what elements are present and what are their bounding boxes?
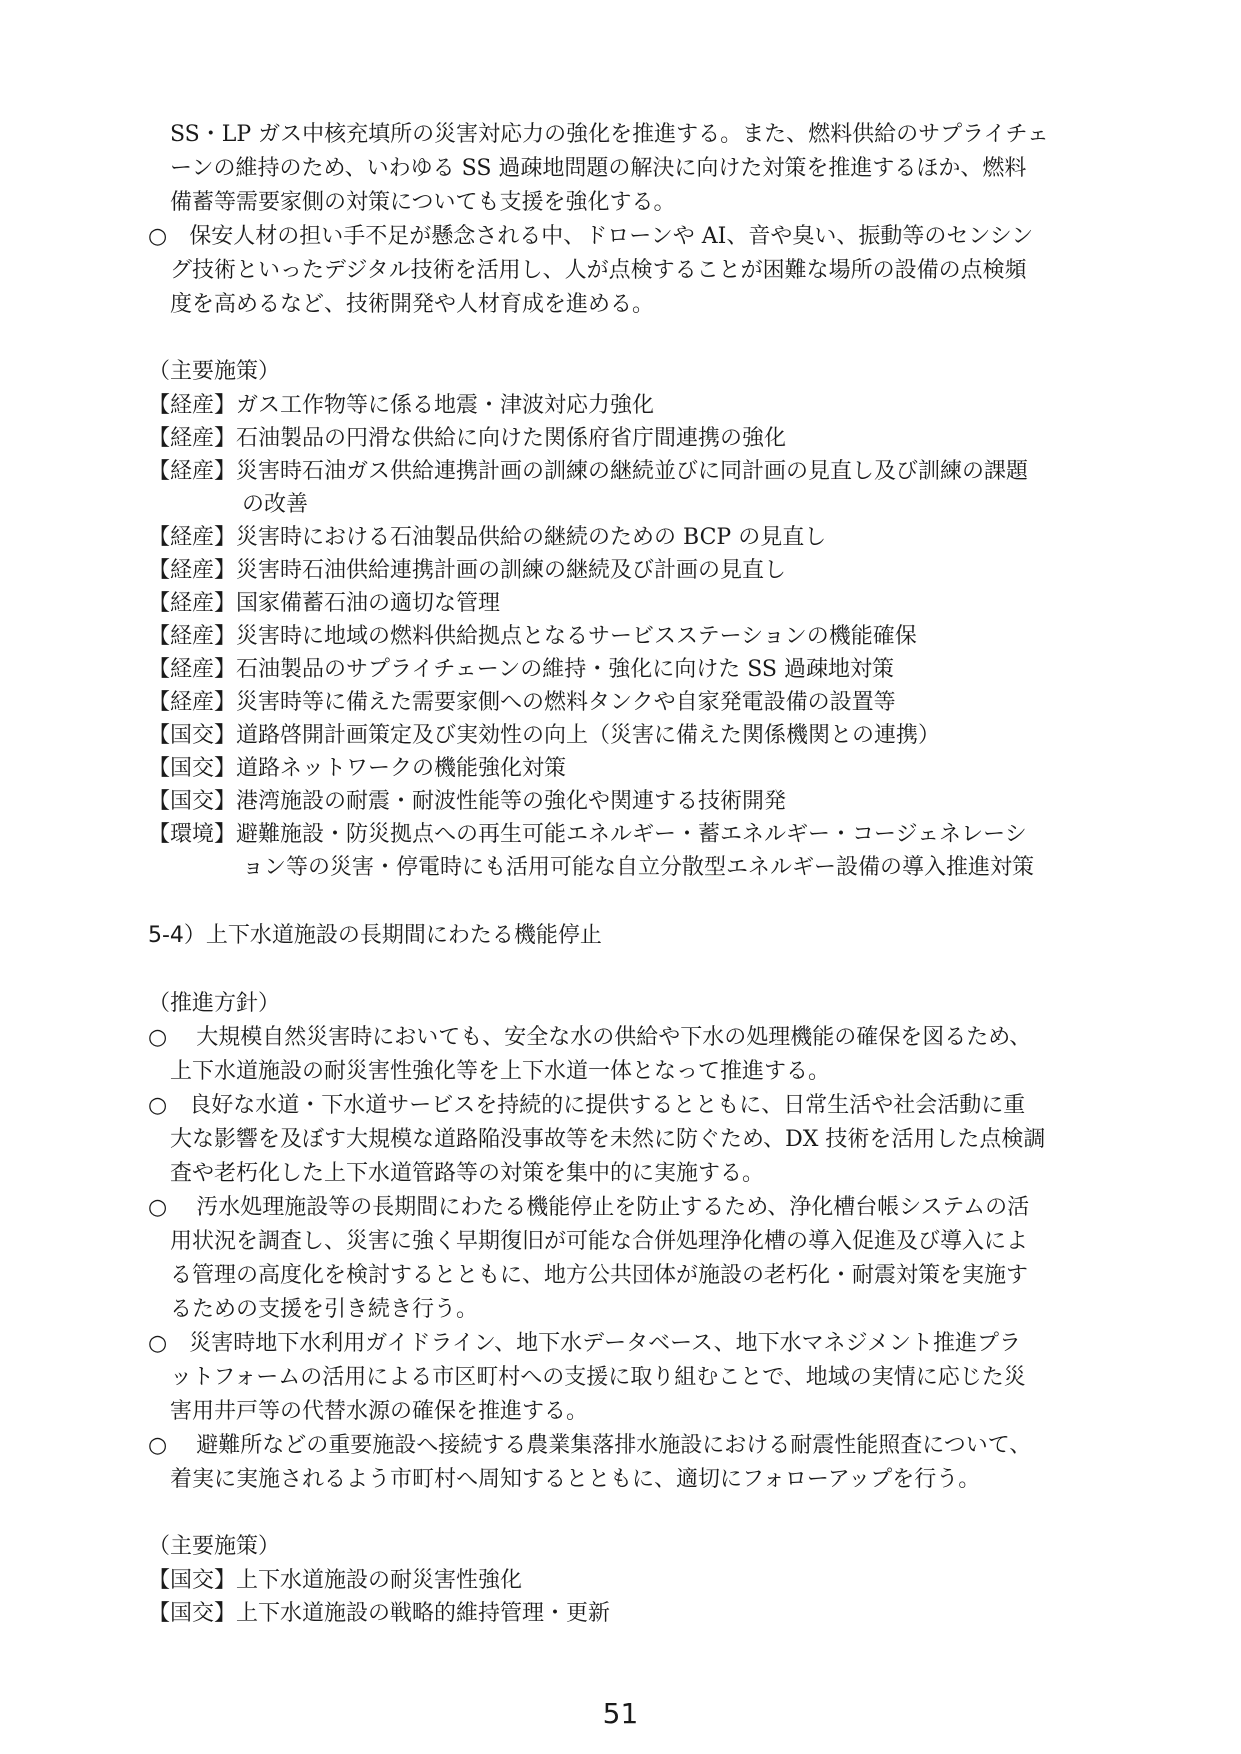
intro-line: 備蓄等需要家側の対策についても支援を強化する。 — [170, 190, 676, 215]
measure-item — [148, 785, 786, 819]
measure-text: 石油製品のサプライチェーンの維持・強化に向けた SS 過疎地対策 — [236, 657, 894, 682]
measure-text: 道路啓開計画策定及び実効性の向上（災害に備えた関係機関との連携） — [236, 723, 941, 748]
measure-text-cont: ョン等の災害・停電時にも活用可能な自立分散型エネルギー設備の導入推進対策 — [242, 855, 1035, 880]
policy-line: ○ 大規模自然災害時においても、安全な水の供給や下水の処理機能の確保を図るため、 — [148, 1025, 1032, 1050]
ministry-tag: 【国交】 — [148, 756, 237, 781]
measure-item — [148, 389, 654, 423]
measure-text: ガス工作物等に係る地震・津波対応力強化 — [236, 393, 655, 418]
policy-heading: （推進方針） — [148, 991, 281, 1016]
measure-item — [148, 719, 940, 753]
ministry-tag: 【経産】 — [148, 657, 237, 682]
ministry-tag: 【経産】 — [148, 591, 237, 616]
ministry-tag: 【経産】 — [148, 459, 237, 484]
measure-item — [148, 455, 1028, 489]
measure-item — [148, 686, 896, 720]
measure-item — [148, 422, 786, 456]
ministry-tag: 【国交】 — [148, 1601, 237, 1626]
intro-line: SS・LP ガス中核充填所の災害対応力の強化を推進する。また、燃料供給のサプライチェ — [170, 122, 1049, 147]
measure-text: 港湾施設の耐震・耐波性能等の強化や関連する技術開発 — [236, 789, 787, 814]
measure-item — [148, 521, 826, 555]
measure-text: 道路ネットワークの機能強化対策 — [236, 756, 567, 781]
measure-text: 災害時石油供給連携計画の訓練の継続及び計画の見直し — [236, 558, 787, 583]
measures-heading: （主要施策） — [148, 359, 281, 384]
measure-item — [148, 620, 917, 654]
bullet-line: 度を高めるなど、技術開発や人材育成を進める。 — [170, 292, 655, 317]
policy-line: 査や老朽化した上下水道管路等の対策を集中的に実施する。 — [170, 1161, 765, 1186]
measure-item — [148, 1597, 610, 1631]
measure-text: 災害時等に備えた需要家側への燃料タンクや自家発電設備の設置等 — [236, 690, 896, 715]
policy-line: ○ 災害時地下水利用ガイドライン、地下水データベース、地下水マネジメント推進プラ — [148, 1331, 1022, 1356]
ministry-tag: 【経産】 — [148, 690, 237, 715]
measure-item — [148, 752, 566, 786]
intro-line: ーンの維持のため、いわゆる SS 過疎地問題の解決に向けた対策を推進するほか、燃料 — [170, 156, 1027, 181]
ministry-tag: 【国交】 — [148, 723, 237, 748]
measure-text: 上下水道施設の耐災害性強化 — [236, 1568, 523, 1593]
ministry-tag: 【経産】 — [148, 624, 237, 649]
ministry-tag: 【国交】 — [148, 1568, 237, 1593]
policy-line: 着実に実施されるよう市町村へ周知するとともに、適切にフォローアップを行う。 — [170, 1467, 981, 1492]
measure-item — [148, 587, 500, 621]
ministry-tag: 【経産】 — [148, 393, 237, 418]
policy-line: るための支援を引き続き行う。 — [170, 1297, 479, 1322]
ministry-tag: 【国交】 — [148, 789, 237, 814]
policy-line: る管理の高度化を検討するとともに、地方公共団体が施設の老朽化・耐震対策を実施す — [170, 1263, 1029, 1288]
measure-text: 避難施設・防災拠点への再生可能エネルギー・蓄エネルギー・コージェネレーシ — [236, 822, 1027, 847]
policy-line: 大な影響を及ぼす大規模な道路陥没事故等を未然に防ぐため、DX 技術を活用した点検調 — [170, 1127, 1046, 1152]
ministry-tag: 【経産】 — [148, 558, 237, 583]
measure-text: 石油製品の円滑な供給に向けた関係府省庁間連携の強化 — [236, 426, 787, 451]
page-number: 51 — [602, 1697, 639, 1730]
measure-text: 上下水道施設の戦略的維持管理・更新 — [236, 1601, 611, 1626]
measure-text-cont: の改善 — [242, 492, 309, 517]
measure-item — [148, 554, 786, 588]
measure-text: 国家備蓄石油の適切な管理 — [236, 591, 501, 616]
measure-item — [148, 1564, 522, 1598]
measure-text: 災害時に地域の燃料供給拠点となるサービスステーションの機能確保 — [236, 624, 917, 649]
policy-line: 害用井戸等の代替水源の確保を推進する。 — [170, 1399, 589, 1424]
bullet-line: グ技術といったデジタル技術を活用し、人が点検することが困難な場所の設備の点検頻 — [170, 258, 1027, 283]
ministry-tag: 【経産】 — [148, 426, 237, 451]
measure-text: 災害時における石油製品供給の継続のための BCP の見直し — [236, 525, 827, 550]
measures-heading: （主要施策） — [148, 1534, 281, 1559]
ministry-tag: 【経産】 — [148, 525, 237, 550]
policy-line: 上下水道施設の耐災害性強化等を上下水道一体となって推進する。 — [170, 1059, 831, 1084]
bullet-line: ○ 保安人材の担い手不足が懸念される中、ドローンや AI、音や臭い、振動等のセンシン — [148, 224, 1034, 249]
policy-line: 用状況を調査し、災害に強く早期復旧が可能な合併処理浄化槽の導入促進及び導入によ — [170, 1229, 1029, 1254]
measure-item — [148, 818, 1027, 852]
policy-line: ○ 良好な水道・下水道サービスを持続的に提供するとともに、日常生活や社会活動に重 — [148, 1093, 1026, 1118]
measure-text: 災害時石油ガス供給連携計画の訓練の継続並びに同計画の見直し及び訓練の課題 — [236, 459, 1029, 484]
measure-item — [148, 653, 894, 687]
section-heading: 5-4）上下水道施設の長期間にわたる機能停止 — [148, 923, 602, 948]
ministry-tag: 【環境】 — [148, 822, 237, 847]
policy-line: ットフォームの活用による市区町村への支援に取り組むことで、地域の実情に応じた災 — [170, 1365, 1026, 1390]
policy-line: ○ 避難所などの重要施設へ接続する農業集落排水施設における耐震性能照査について、 — [148, 1433, 1032, 1458]
policy-line: ○ 汚水処理施設等の長期間にわたる機能停止を防止するため、浄化槽台帳システムの活 — [148, 1195, 1030, 1220]
